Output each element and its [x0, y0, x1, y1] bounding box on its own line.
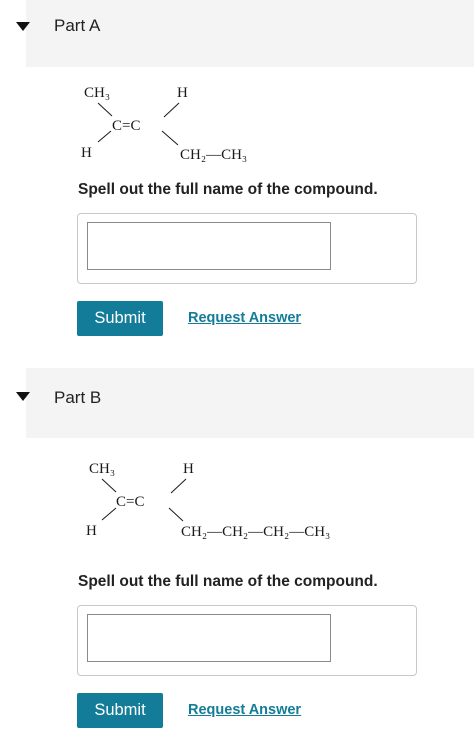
part-b-structure: [80, 452, 400, 547]
part-b-submit-button[interactable]: Submit: [77, 693, 163, 728]
part-a-answer-panel: [77, 213, 417, 284]
part-b-instruction: Spell out the full name of the compound.: [78, 573, 378, 590]
part-a-request-answer-link[interactable]: Request Answer: [188, 310, 302, 326]
part-b-double-bond: C=C: [116, 494, 145, 510]
part-a-instruction: Spell out the full name of the compound.: [78, 181, 378, 198]
part-a-submit-button[interactable]: Submit: [77, 301, 163, 336]
part-b-request-answer-link[interactable]: Request Answer: [188, 702, 302, 718]
part-a-bottom-left-group: H: [81, 145, 92, 161]
part-b-answer-panel: [77, 605, 417, 676]
part-a-top-right-group: H: [177, 85, 188, 101]
part-a-title: Part A: [54, 16, 101, 35]
part-a-top-left-group: CH₃: [84, 85, 111, 101]
part-b-bottom-left-group: H: [86, 523, 97, 539]
caret-down-icon[interactable]: [16, 392, 30, 401]
part-b-top-left-group: CH₃: [89, 461, 116, 477]
part-a-double-bond: C=C: [112, 118, 141, 134]
part-a-structure: [76, 78, 276, 168]
part-b-title: Part B: [54, 388, 102, 407]
part-b-bottom-right-group: CH₂—CH₂—CH₂—CH₃: [181, 524, 331, 540]
part-a-bottom-right-group: CH₂—CH₃: [180, 147, 248, 163]
part-b-top-right-group: H: [183, 461, 194, 477]
caret-down-icon[interactable]: [16, 22, 30, 31]
part-b-answer-input[interactable]: [87, 614, 331, 662]
part-a-answer-input[interactable]: [87, 222, 331, 270]
